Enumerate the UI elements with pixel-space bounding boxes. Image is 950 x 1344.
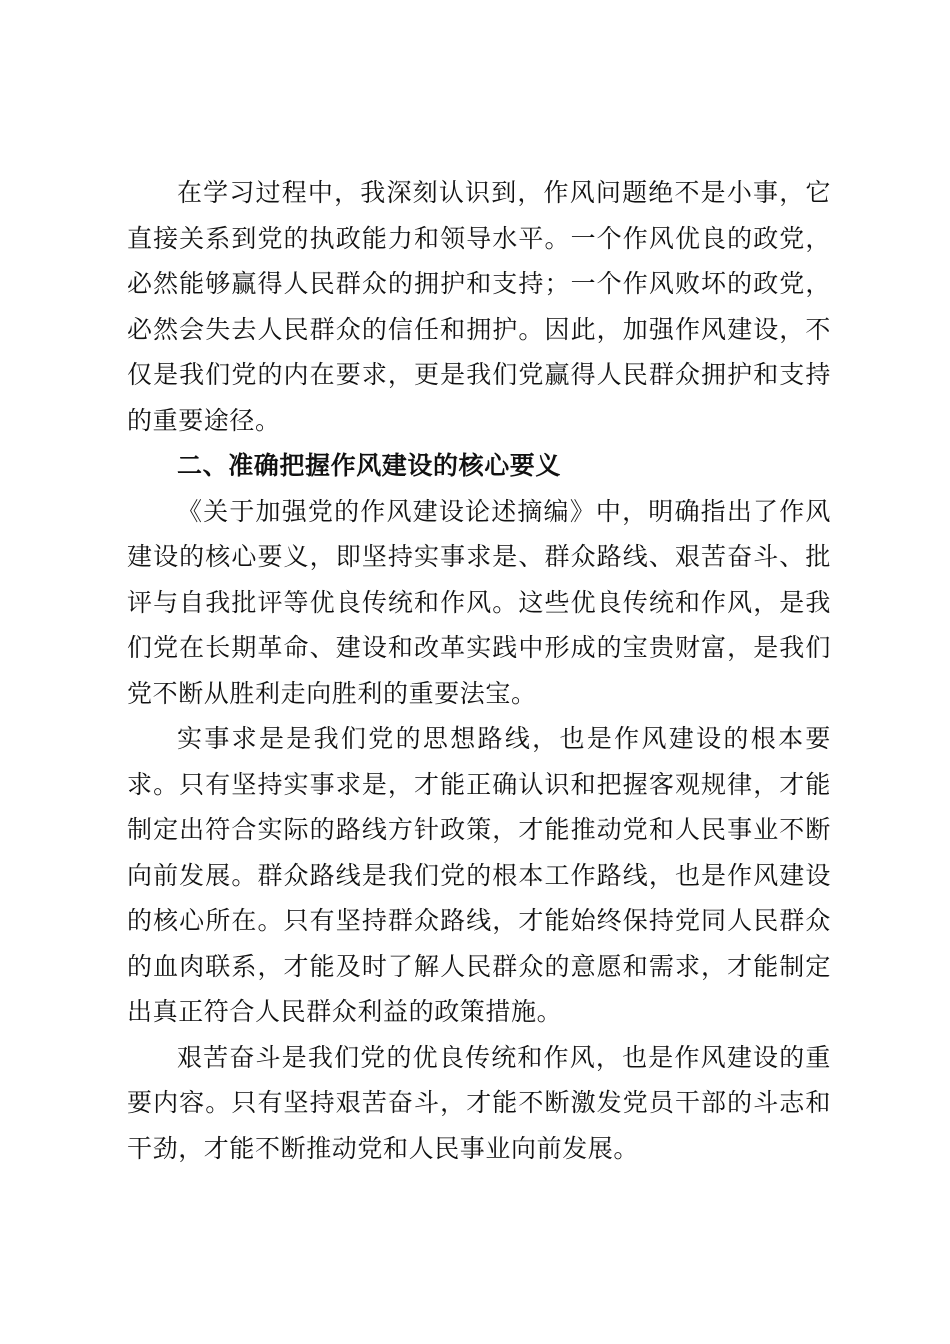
section-heading: 二、准确把握作风建设的核心要义 [177, 451, 562, 480]
paragraph-intro: 在学习过程中，我深刻认识到，作风问题绝不是小事，它直接关系到党的执政能力和领导水平。一个作风优良的政党，必然能够赢得人民群众的拥护和支持；一个作风败坏的政党，必然会失去人民群众的信任和拥护。因此，加强作风建设，不仅是我们党的内在要求，更是我们党赢得人民群众拥护和支持的重要途径。 [127, 178, 831, 435]
paragraph-seek-truth: 实事求是是我们党的思想路线，也是作风建设的根本要求。只有坚持实事求是，才能正确认识和把握客观规律，才能制定出符合实际的路线方针政策，才能推动党和人民事业不断向前发展。群众路线是我们党的根本工作路线，也是作风建设的核心所在。只有坚持群众路线，才能始终保持党同人民群众的血肉联系，才能及时了解人民群众的意愿和需求，才能制定出真正符合人民群众利益的政策措施。 [127, 724, 831, 1026]
paragraph-hard-work: 艰苦奋斗是我们党的优良传统和作风，也是作风建设的重要内容。只有坚持艰苦奋斗，才能不断激发党员干部的斗志和干劲，才能不断推动党和人民事业向前发展。 [127, 1042, 831, 1163]
document-body [127, 170, 831, 1171]
paragraph-core-meaning: 《关于加强党的作风建设论述摘编》中，明确指出了作风建设的核心要义，即坚持实事求是、群众路线、艰苦奋斗、批评与自我批评等优良传统和作风。这些优良传统和作风，是我们党在长期革命、建设和改革实践中形成的宝贵财富，是我们党不断从胜利走向胜利的重要法宝。 [127, 496, 831, 708]
